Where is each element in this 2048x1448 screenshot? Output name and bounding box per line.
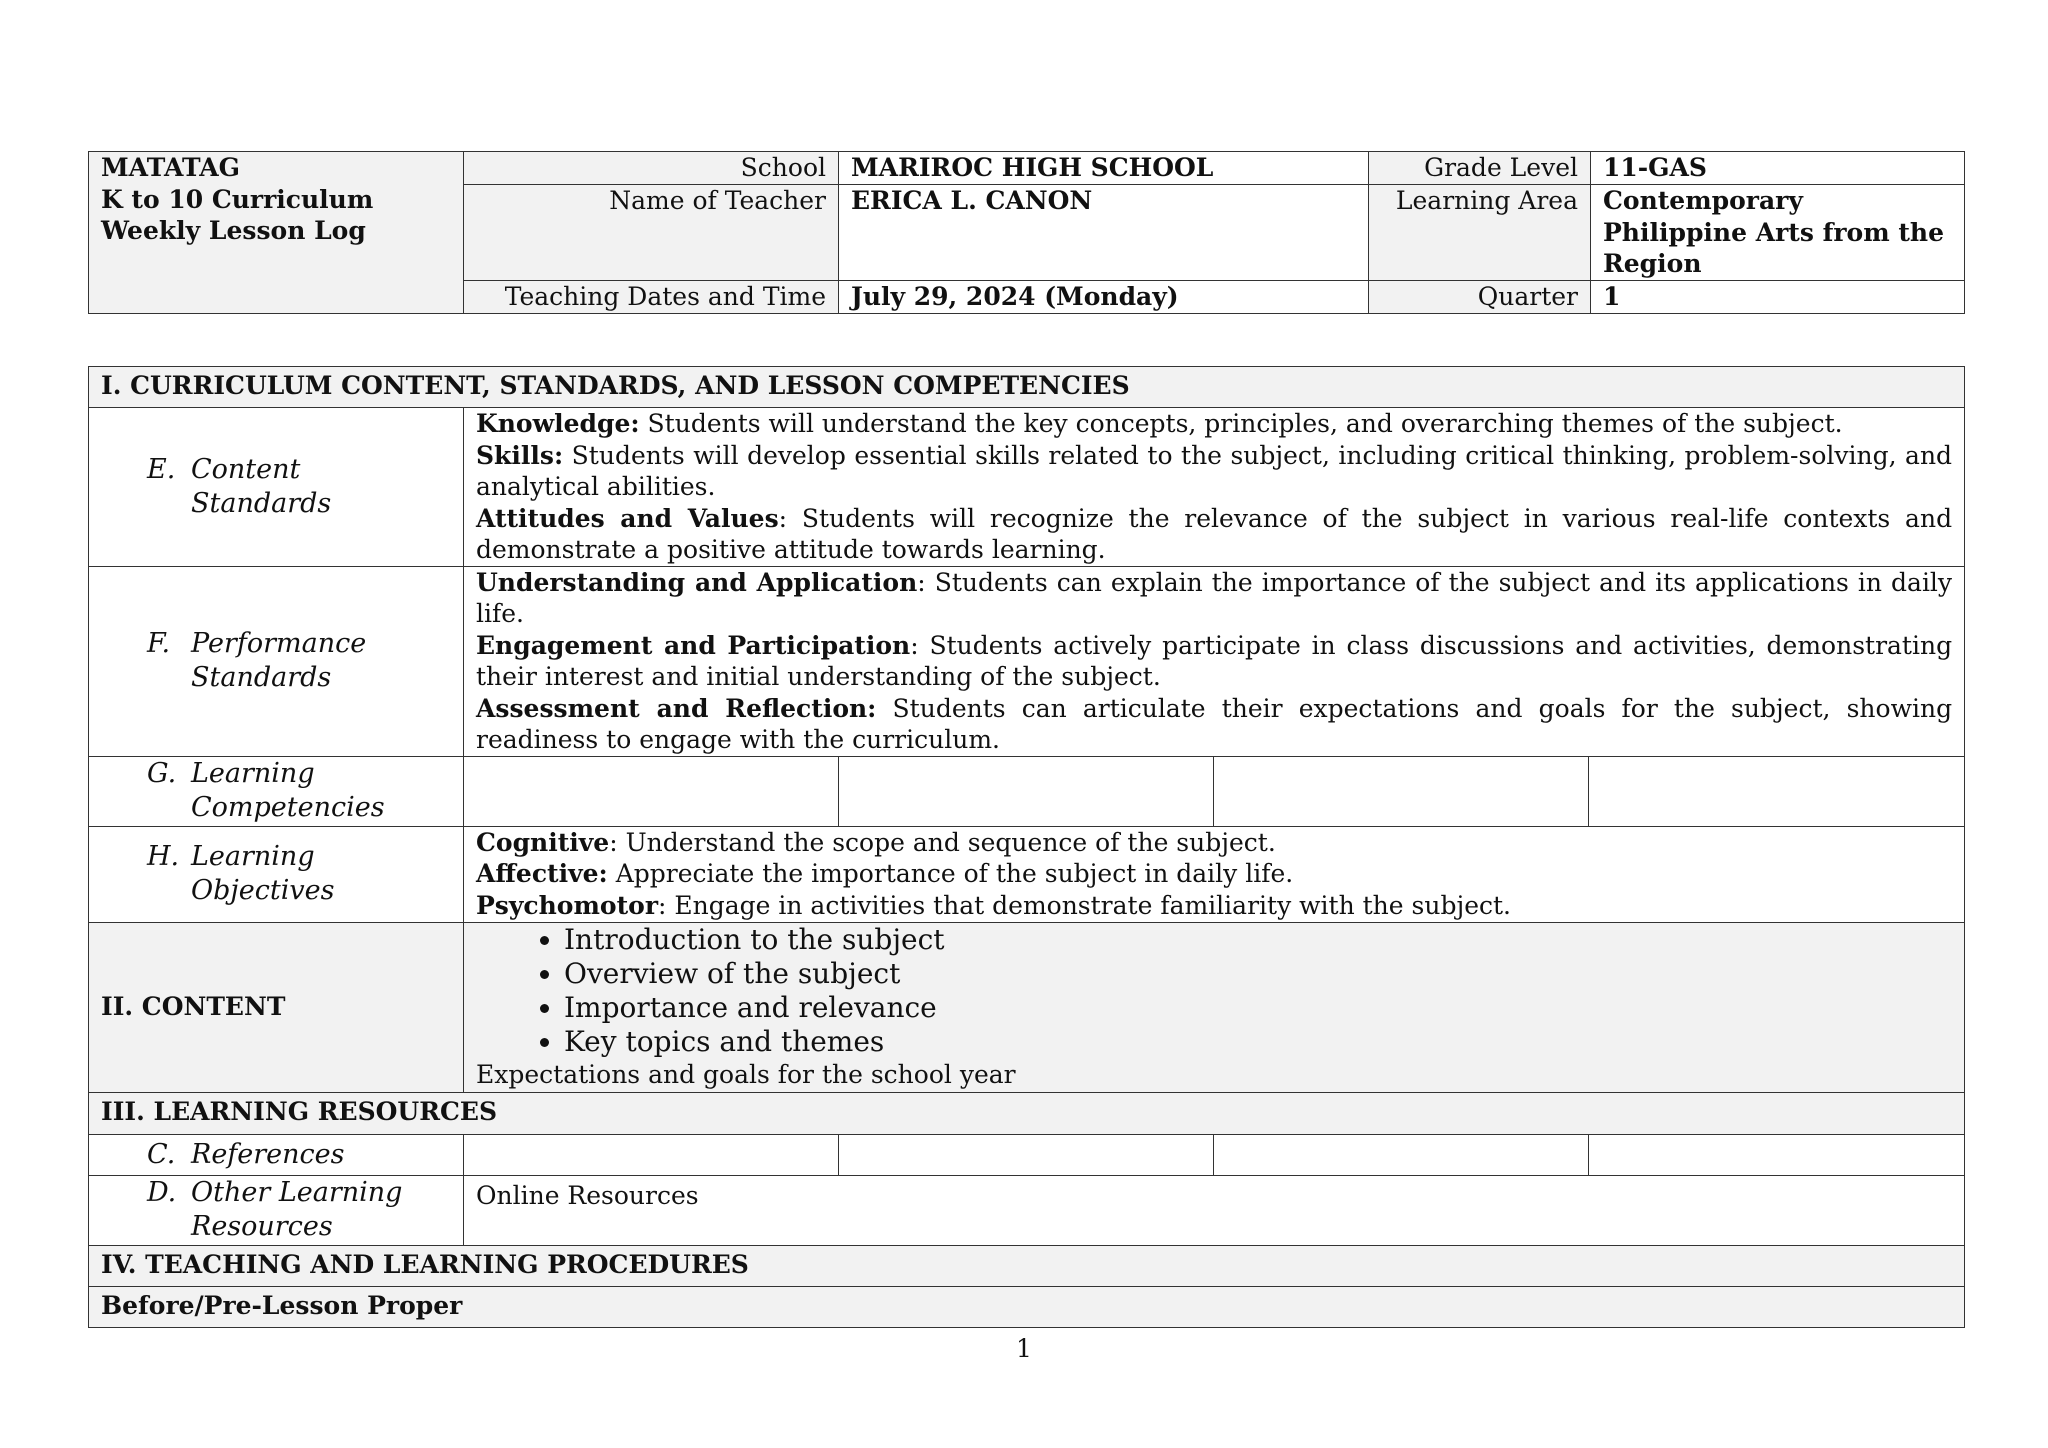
performance-standard-item — [476, 567, 1952, 630]
section-2-title: II. CONTENT — [89, 922, 464, 1092]
teaching-dates-label: Teaching Dates and Time — [464, 281, 839, 314]
teacher-value: ERICA L. CANON — [839, 185, 1369, 281]
performance-standard-text: : Students can explain the importance of the subject and its applications in daily life. — [476, 567, 1953, 628]
document-title — [89, 152, 464, 314]
learning-competencies-cell — [1589, 756, 1965, 826]
performance-standard-item — [476, 630, 1952, 693]
learning-area-label: Learning Area — [1369, 185, 1591, 281]
references-label-text: References — [191, 1138, 345, 1170]
section-3-title: III. LEARNING RESOURCES — [89, 1092, 1965, 1134]
performance-standard-term: Assessment and Reflection: — [476, 693, 877, 723]
performance-standard-item — [476, 693, 1952, 756]
content-body — [464, 922, 1965, 1092]
content-standards-body — [464, 408, 1965, 567]
content-standard-term: Skills: — [476, 440, 564, 470]
content-standards-label-line2: Standards — [191, 487, 332, 519]
learning-objectives-label-line2: Objectives — [191, 875, 335, 906]
learning-objective-text: : Engage in activities that demonstrate familiarity with the subject. — [658, 890, 1511, 920]
learning-objectives-label-line1: Learning — [191, 841, 315, 872]
learning-area-value: Contemporary Philippine Arts from the Region — [1591, 185, 1965, 281]
learning-competencies-cell — [464, 756, 839, 826]
content-standard-text: Students will develop essential skills related to the subject, including critical thinking, problem-solving, and analytical abilities. — [476, 440, 1953, 501]
page-number: 1 — [1016, 1334, 1032, 1363]
learning-competencies-label — [89, 756, 464, 826]
performance-standards-label-line1: Performance — [191, 628, 367, 659]
grade-level-value: 11-GAS — [1591, 152, 1965, 185]
references-cell — [464, 1134, 839, 1175]
lesson-log-table — [88, 366, 1965, 1328]
content-bullet-list — [476, 923, 1952, 1059]
learning-objective-text: : Understand the scope and sequence of the subject. — [609, 827, 1276, 857]
learning-competencies-letter: G. — [147, 758, 177, 789]
content-bullet: • Importance and relevance — [564, 991, 1952, 1025]
learning-competencies-label-line1: Learning — [191, 758, 315, 789]
grade-level-label: Grade Level — [1369, 152, 1591, 185]
learning-objectives-body — [464, 826, 1965, 922]
references-cell — [1214, 1134, 1589, 1175]
content-standard-item — [476, 503, 1952, 566]
learning-objectives-label — [89, 826, 464, 922]
quarter-value: 1 — [1591, 281, 1965, 314]
references-letter: C. — [147, 1138, 176, 1170]
learning-objective-text: Appreciate the importance of the subject in daily life. — [607, 859, 1294, 888]
content-closing-line: Expectations and goals for the school year — [476, 1059, 1016, 1089]
title-line-1: MATATAG — [101, 153, 240, 182]
performance-standards-label — [89, 566, 464, 756]
content-bullet: • Introduction to the subject — [564, 923, 1952, 957]
content-standard-item — [476, 440, 1952, 503]
content-standard-item — [476, 408, 1952, 440]
references-label — [89, 1134, 464, 1175]
quarter-label: Quarter — [1369, 281, 1591, 314]
learning-competencies-cell — [1214, 756, 1589, 826]
title-line-2: K to 10 Curriculum — [101, 184, 374, 214]
performance-standard-term: Engagement and Participation — [476, 630, 911, 660]
content-bullet: • Key topics and themes — [564, 1025, 1952, 1059]
content-bullet: • Overview of the subject — [564, 957, 1952, 991]
learning-competencies-cell — [839, 756, 1214, 826]
teacher-label: Name of Teacher — [464, 185, 839, 281]
learning-objective-term: Psychomotor — [476, 890, 658, 920]
header-table — [88, 151, 1965, 314]
learning-objective-item — [476, 827, 1952, 859]
other-resources-label-line1: Other Learning — [191, 1177, 403, 1208]
section-4-subtitle: Before/Pre-Lesson Proper — [89, 1286, 1965, 1327]
performance-standards-letter: F. — [147, 628, 171, 659]
content-standard-text: : Students will recognize the relevance of the subject in various real-life contexts and demonstrate a positive attitude towards learning. — [476, 503, 1953, 564]
performance-standard-text: Students can articulate their expectations and goals for the subject, showing readiness to engage with the curriculum. — [476, 693, 1953, 754]
performance-standard-text: : Students actively participate in class discussions and activities, demonstrating their interest and initial understanding of the subject. — [476, 630, 1953, 691]
content-standards-label-line1: Content — [191, 453, 301, 485]
title-line-3: Weekly Lesson Log — [101, 216, 366, 245]
content-standard-term: Knowledge: — [476, 409, 640, 438]
learning-objectives-letter: H. — [147, 841, 180, 872]
references-cell — [1589, 1134, 1965, 1175]
section-4-title: IV. TEACHING AND LEARNING PROCEDURES — [89, 1245, 1965, 1286]
other-resources-value: Online Resources — [464, 1175, 1965, 1245]
learning-objective-term: Affective: — [476, 859, 608, 888]
other-resources-label — [89, 1175, 464, 1245]
learning-objective-item — [476, 858, 1952, 890]
content-standard-text: Students will understand the key concepts, principles, and overarching themes of the subject. — [639, 409, 1843, 438]
learning-objective-item — [476, 890, 1952, 922]
performance-standards-label-line2: Standards — [191, 662, 332, 693]
learning-objective-term: Cognitive — [476, 827, 610, 857]
other-resources-label-line2: Resources — [191, 1211, 333, 1242]
section-1-title: I. CURRICULUM CONTENT, STANDARDS, AND LESSON COMPETENCIES — [89, 367, 1965, 408]
content-standards-letter: E. — [147, 453, 176, 485]
content-standards-label — [89, 408, 464, 567]
references-cell — [839, 1134, 1214, 1175]
other-resources-letter: D. — [147, 1177, 177, 1208]
school-value: MARIROC HIGH SCHOOL — [839, 152, 1369, 185]
school-label: School — [464, 152, 839, 185]
content-standard-term: Attitudes and Values — [476, 503, 779, 533]
teaching-dates-value: July 29, 2024 (Monday) — [839, 281, 1369, 314]
learning-competencies-label-line2: Competencies — [191, 792, 385, 823]
performance-standard-term: Understanding and Application — [476, 567, 918, 597]
performance-standards-body — [464, 566, 1965, 756]
